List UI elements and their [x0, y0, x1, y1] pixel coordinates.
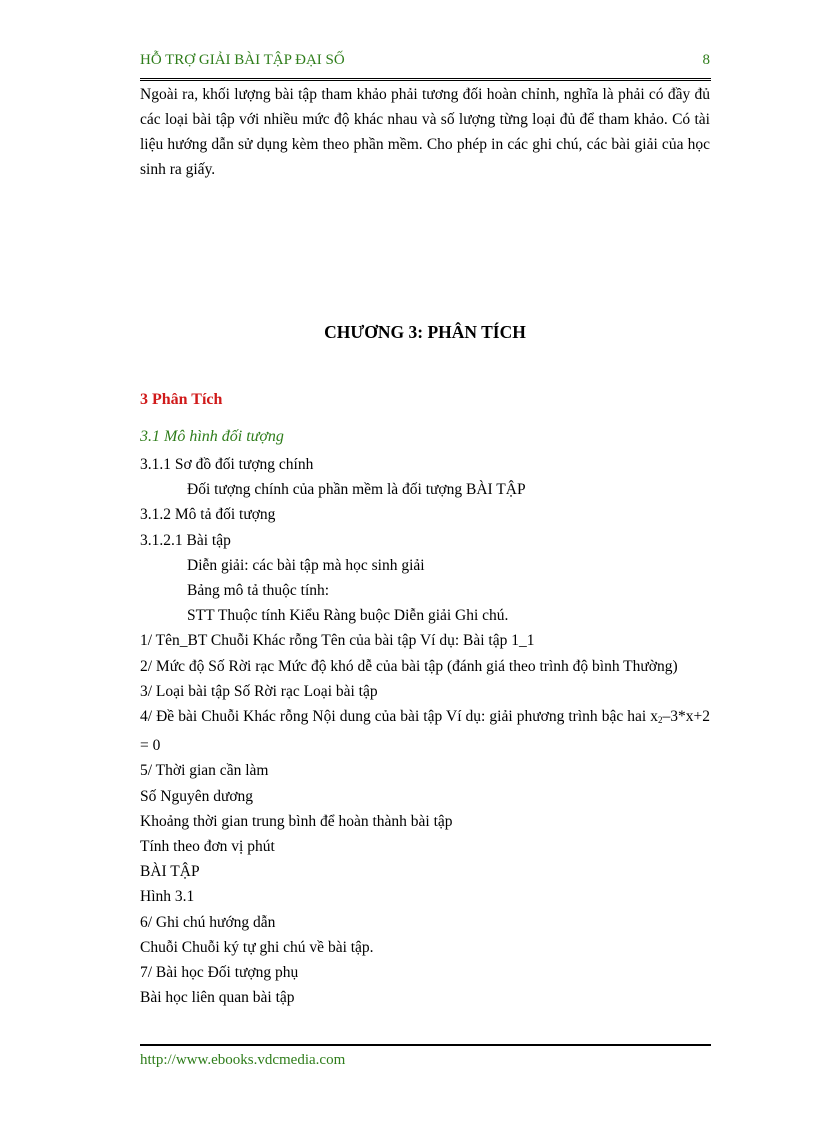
table-header-line: STT Thuộc tính Kiểu Ràng buộc Diễn giải Ghi chú.: [187, 607, 509, 625]
heading-3-1-2: 3.1.2 Mô tả đối tượng: [140, 506, 276, 524]
header-divider: [140, 78, 711, 81]
attribute-row-4-equation: –3*x+2 = 0: [140, 708, 710, 755]
body-lines: [140, 452, 710, 1010]
section-title: 3 Phân Tích: [140, 391, 223, 408]
header-title: HỖ TRỢ GIẢI BÀI TẬP ĐẠI SỐ: [140, 52, 345, 68]
footer-divider: [140, 1044, 711, 1046]
attribute-row-5: 5/ Thời gian cần làm: [140, 762, 269, 780]
attribute-row-4-text: 4/ Đề bài Chuỗi Khác rỗng Nội dung của bài tập Ví dụ: giải phương trình bậc hai x: [140, 708, 658, 726]
attribute-row-3: 3/ Loại bài tập Số Rời rạc Loại bài tập: [140, 682, 378, 700]
attribute-row-4: [140, 704, 710, 758]
intro-paragraph: Ngoài ra, khối lượng bài tập tham khảo phải tương đối hoàn chỉnh, nghĩa là phải có đầy đủ các loại bài tập với nhiều mức độ khác nhau và số lượng từng loại đủ để tham khảo. Có tài liệu hướng dẫn sử dụng kèm theo phần mềm. Cho phép in các ghi chú, các bài giải của học sinh ra giấy.: [140, 86, 710, 178]
heading-3-1-2-1: 3.1.2.1 Bài tập: [140, 531, 231, 549]
attribute-row-7: 7/ Bài học Đối tượng phụ: [140, 964, 299, 982]
page-header: [140, 52, 710, 69]
figure-caption: Hình 3.1: [140, 888, 195, 906]
footer-url-link[interactable]: http://www.ebooks.vdcmedia.com: [140, 1052, 346, 1068]
attribute-row-5-note: Tính theo đơn vị phút: [140, 838, 275, 856]
attribute-table-label: Bảng mô tả thuộc tính:: [187, 582, 330, 600]
attribute-row-1: 1/ Tên_BT Chuỗi Khác rỗng Tên của bài tập Ví dụ: Bài tập 1_1: [140, 632, 535, 650]
attribute-row-6-desc: Chuỗi Chuỗi ký tự ghi chú về bài tập.: [140, 938, 374, 956]
attribute-row-6: 6/ Ghi chú hướng dẫn: [140, 913, 276, 931]
attribute-row-5-type: Số Nguyên dương: [140, 787, 254, 805]
figure-object-label: BÀI TẬP: [140, 863, 200, 881]
attribute-row-2: 2/ Mức độ Số Rời rạc Mức độ khó dễ của bài tập (đánh giá theo trình độ bình Thường): [140, 657, 678, 675]
subsection-title: 3.1 Mô hình đối tượng: [140, 428, 284, 445]
subscript: 2: [658, 715, 663, 726]
page-number: 8: [702, 52, 710, 68]
attribute-row-7-desc: Bài học liên quan bài tập: [140, 989, 295, 1007]
explanation-line: Diễn giải: các bài tập mà học sinh giải: [187, 556, 425, 574]
heading-3-1-1: 3.1.1 Sơ đồ đối tượng chính: [140, 456, 314, 473]
chapter-title: CHƯƠNG 3: PHÂN TÍCH: [324, 322, 526, 342]
attribute-row-5-desc: Khoảng thời gian trung bình để hoàn thành bài tập: [140, 812, 453, 830]
main-object-description: Đối tượng chính của phần mềm là đối tượng BÀI TẬP: [187, 481, 526, 499]
